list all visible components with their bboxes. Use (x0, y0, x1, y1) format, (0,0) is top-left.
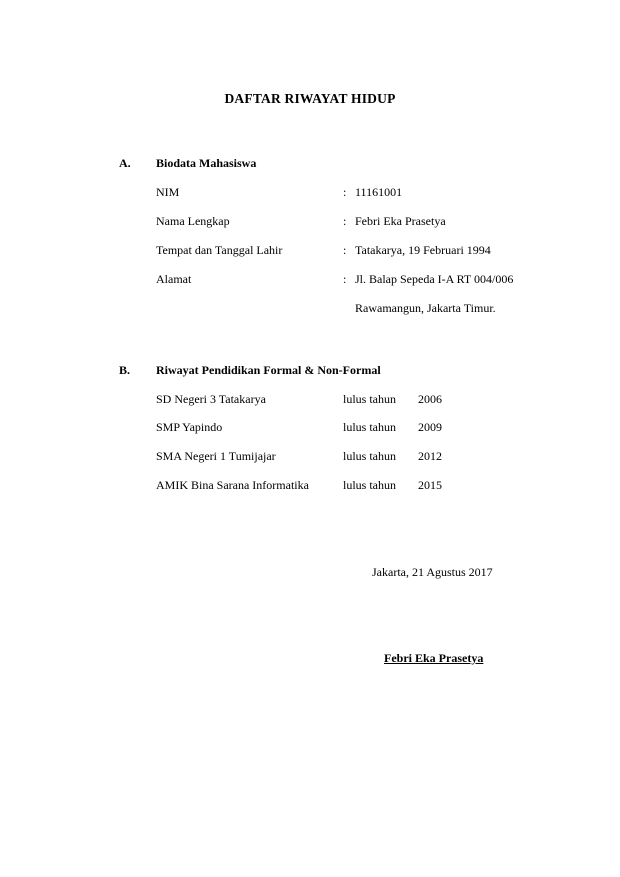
education-year: 2009 (418, 420, 442, 434)
nama-colon: : (343, 214, 347, 228)
ttl-colon: : (343, 243, 347, 257)
education-year: 2006 (418, 392, 442, 406)
education-lulus: lulus tahun (343, 392, 396, 406)
nim-label: NIM (156, 185, 180, 199)
alamat-label: Alamat (156, 272, 192, 286)
place-date: Jakarta, 21 Agustus 2017 (372, 565, 493, 579)
ttl-value: Tatakarya, 19 Februari 1994 (355, 243, 491, 257)
education-year: 2015 (418, 478, 442, 492)
education-school: SD Negeri 3 Tatakarya (156, 392, 266, 406)
education-lulus: lulus tahun (343, 449, 396, 463)
alamat-colon: : (343, 272, 347, 286)
alamat-value: Jl. Balap Sepeda I-A RT 004/006 (355, 272, 514, 286)
education-school: SMA Negeri 1 Tumijajar (156, 449, 276, 463)
education-lulus: lulus tahun (343, 420, 396, 434)
section-b-letter: B. (119, 363, 131, 377)
education-school: SMP Yapindo (156, 420, 223, 434)
education-lulus: lulus tahun (343, 478, 396, 492)
signature-name: Febri Eka Prasetya (384, 651, 484, 665)
section-b-heading: Riwayat Pendidikan Formal & Non-Formal (156, 363, 381, 377)
page-title: DAFTAR RIWAYAT HIDUP (224, 91, 396, 106)
nama-value: Febri Eka Prasetya (355, 214, 446, 228)
section-a-letter: A. (119, 156, 131, 170)
section-a-heading: Biodata Mahasiswa (156, 156, 257, 170)
nama-label: Nama Lengkap (156, 214, 230, 228)
nim-colon: : (343, 185, 347, 199)
nim-value: 11161001 (355, 185, 403, 199)
education-year: 2012 (418, 449, 442, 463)
alamat-value-line2: Rawamangun, Jakarta Timur. (355, 301, 496, 315)
ttl-label: Tempat dan Tanggal Lahir (156, 243, 283, 257)
education-school: AMIK Bina Sarana Informatika (156, 478, 309, 492)
